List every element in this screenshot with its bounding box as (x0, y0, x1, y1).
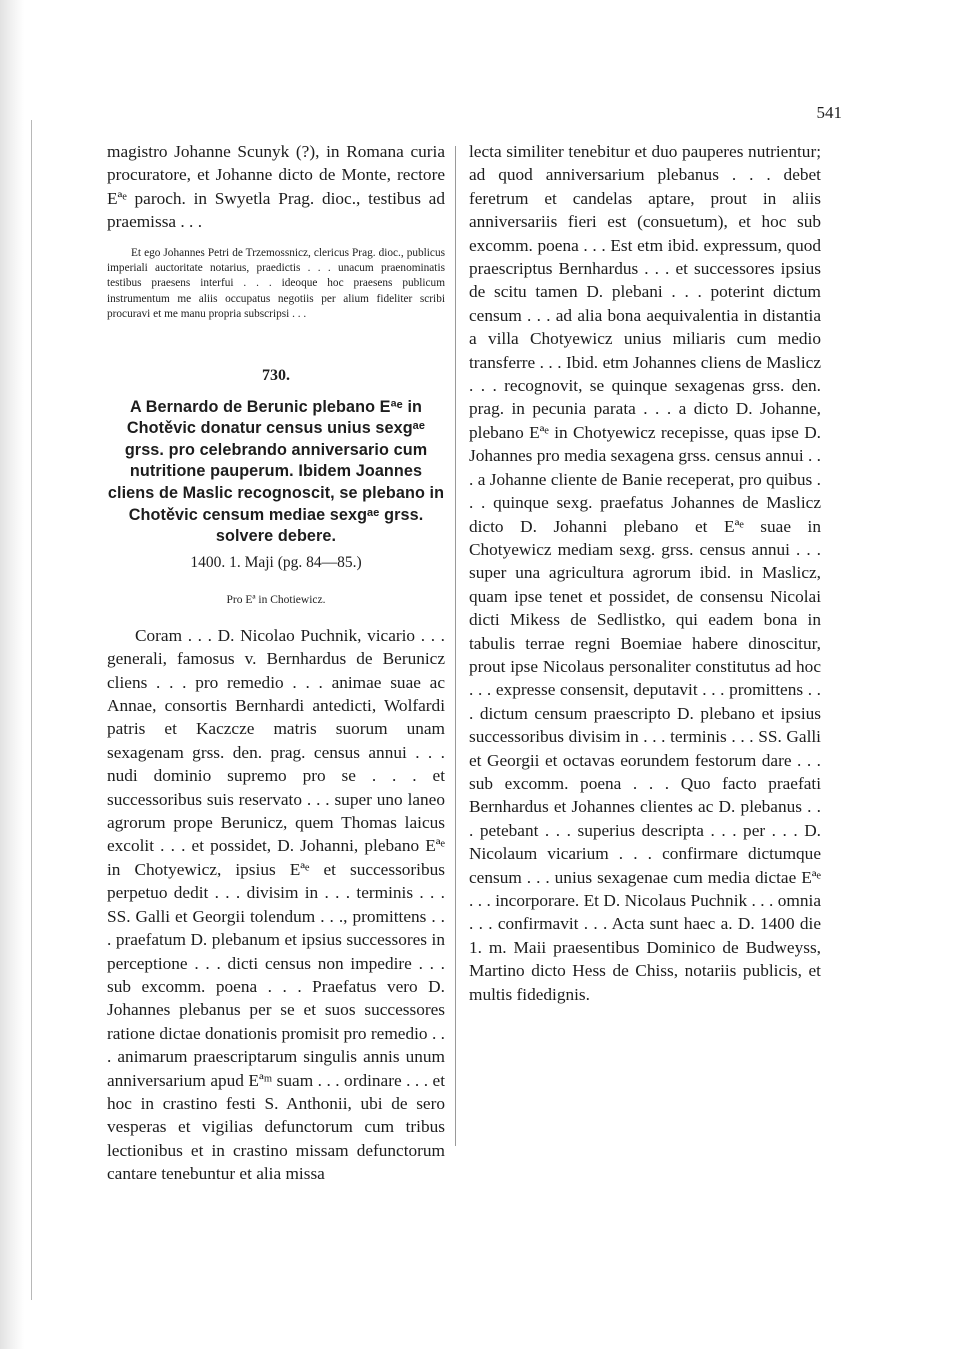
left-body-text: Coram . . . D. Nicolao Puchnik, vicario . . . generali, famosus v. Bernhardus de Berunicz cliens . . . pro remedio . . . animae suae ac Annae, consortis Bernhardi antedicti, Wolfardi patris et Kaczcze matris suorum unam sexagenam grss. den. prag. census annui . . . nudi dominio supremo pro se . . . et successoribus suis reservato . . . super uno laneo agrorum prope Berunicz, quem Thomas laicus excolit . . . et possidet, D. Johanni, plebano Eªᵉ in Chotyewicz, ipsius Eªᵉ et successoribus perpetuo dedit . . . divisim in . . . terminis . . . SS. Galli et Georgii tolendum . . ., promittens . . . praefatum D. plebanum et ipsius successores in perceptione . . . dicti census non impedire . . . sub excomm. poena . . . Praefatus vero D. Johannes plebanus per se et suos successores ratione dictae donationis promisit pro remedio . . . animarum praescriptarum singulis annis unum anniversarium apud Eªᵐ suam . . . ordinare . . . et hoc in crastino festi S. Anthonii, ubi de sero vesperas et vigilias defunctorum cum tribus lectionibus et in crastino missam defunctorum cantare tenebuntur et alia missa (107, 625, 445, 1184)
date-line: 1400. 1. Maji (pg. 84—85.) (190, 553, 362, 571)
binding-edge-line (31, 120, 32, 1300)
book-spine-shadow (0, 0, 24, 1349)
page-number: 541 (816, 103, 842, 122)
column-divider (455, 146, 456, 1146)
right-column (469, 140, 821, 1006)
notary-subscription: Et ego Johannes Petri de Trzemossnicz, clericus Prag. dioc., publicus imperiali auctoritate notarius, praedictis . . . unacum praenominatis testibus praesens interfui . . . ideoque hoc praesens publicum instrumentum me aliis occupatus negotiis per alium fideliter scribi procuravi et me manu propria subscripsi . . . (107, 246, 445, 321)
left-column (107, 140, 445, 1186)
document-number: 730. (262, 366, 290, 384)
intro-paragraph: magistro Johanne Scunyk (?), in Romana curia procuratore, et Johanne dicto de Monte, rectore Eªᵉ paroch. in Swyetla Prag. dioc., testibus ad praemissa . . . (107, 142, 445, 232)
document-heading: A Bernardo de Berunic plebano Eªᵉ in Chotěvic donatur census unius sexgᵃᵉ grss. pro celebrando anniversario cum nutritione pauperum. Ibidem Joannes cliens de Maslic recognoscit, se plebano in Chotěvic censum mediae sexgᵃᵉ grss. solvere debere. (107, 397, 445, 546)
right-body-text: lecta similiter tenebitur et duo pauperes nutrientur; ad quod anniversarium plebanus . . . debet feretrum et candelas aptare, prout in aliis anniversariis fieri est (consuetum), et hoc sub excomm. poena . . . Est etm ibid. expressum, quod praescriptus Bernhardus . . . et successores ipsius de scitu tamen D. plebani . . . poterint dictum censum . . . ad alia bona aequivalentia in distantia a villa Chotyewicz unius miliaris cum medio transferre . . . Ibid. etm Johannes cliens de Maslicz . . . recognovit, se quinque sexagenas grss. den. prag. in pecunia parata . . . a dicto D. Johanne, plebano Eªᵉ in Chotyewicz recepisse, quas ipse D. Johannes pro media sexagena grss. census annui . . . a Johanne cliente de Banie receperat, pro quibus . . . quinque sexg. praefatus Johannes de Maslicz dicto D. Johanni plebano et Eªᵉ suae in Chotyewicz mediam sexg. grss. census annui . . . super una agricultura agrorum ibid. in Maslicz, quam ipse tenet et possidet, de consensu Nicolai dicti Mikess de Sedlistko, qui eadem bona in tabulis terrae regni Boemiae habere dinoscitur, prout ipse Nicolaus personaliter constitutus ad hoc . . . expresse consensit, deputavit . . . promittens . . . dictum censum praescripto D. plebano et ipsius successoribus divisim in . . . terminis . . . SS. Galli et Georgii et octavas eorundem festorum dare . . . sub excomm. poena . . . Quo facto praefati Bernhardus et Johannes clientes ac D. plebanus . . . petebant . . . superius descripta . . . per . . . D. Nicolaum vicarium . . . confirmare dictumque censum . . . unius sexagenae cum media dictae Eªᵉ . . . incorporare. Et D. Nicolaus Puchnik . . . omnia . . . confirmavit . . . Acta sunt haec a. D. 1400 die 1. m. Maii praesentibus Dominico de Budweyss, Martino dicto Hess de Chiss, notariis publicis, et multis fidedignis. (469, 142, 821, 1004)
address-line: Pro Eª in Chotiewicz. (226, 593, 326, 606)
